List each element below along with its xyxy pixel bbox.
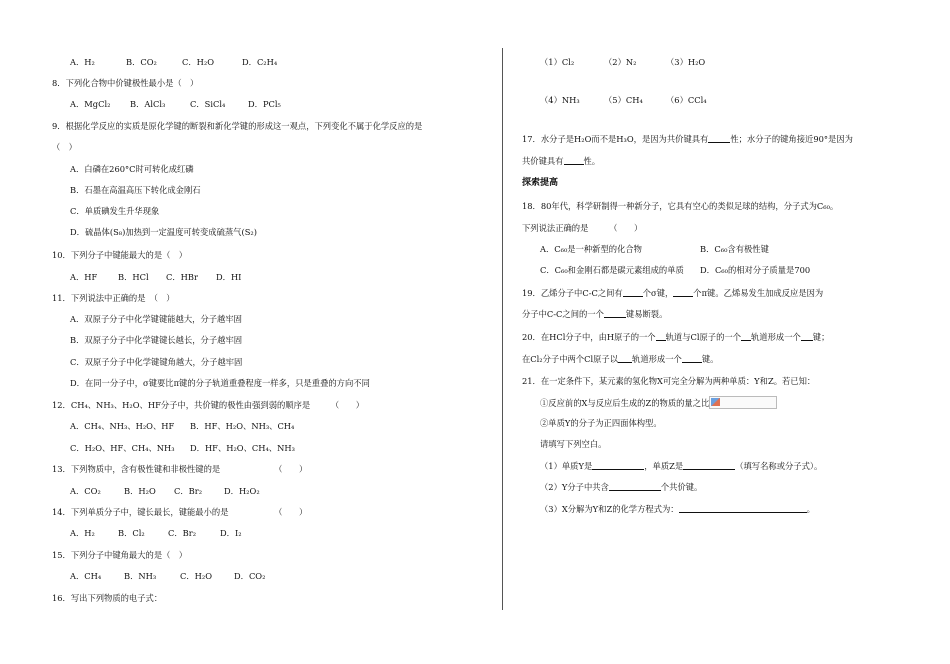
option: B．NH₃	[124, 571, 157, 581]
item: （3）H₂O	[666, 57, 706, 67]
option: A．CH₄、NH₃、H₂O、HF	[70, 421, 175, 431]
option: D．I₂	[220, 528, 242, 538]
item: （4）NH₃	[540, 95, 580, 105]
answer-blank[interactable]	[592, 460, 644, 470]
option: D．PCl₅	[248, 99, 281, 109]
answer-blank[interactable]	[604, 308, 626, 318]
question-18: 18．80年代，科学研制得一种新分子，它具有空心的类似足球的结构，分子式为C₆₀。	[522, 201, 839, 211]
answer-blank[interactable]	[683, 460, 735, 470]
q14-options	[70, 527, 242, 539]
q16-row1	[540, 56, 705, 68]
question-9-paren: （ ）	[52, 142, 77, 152]
q12-options-row1	[70, 420, 294, 432]
option: B．CO₂	[126, 57, 157, 67]
text: 20．在HCl分子中，由H原子的一个	[522, 332, 656, 342]
question-11: 11．下列说法中正确的是 （ ）	[52, 293, 175, 303]
option: A．H₂	[70, 528, 95, 538]
answer-blank[interactable]	[623, 287, 643, 297]
broken-image-placeholder	[709, 396, 777, 409]
answer-blank[interactable]	[708, 133, 730, 143]
option: A．H₂	[70, 57, 95, 67]
item: （5）CH₄	[604, 95, 643, 105]
q16-row2	[540, 94, 707, 106]
question-9: 9．根据化学反应的实质是原化学键的断裂和新化学键的形成这一观点，下列变化不属于化学反应的是	[52, 121, 423, 131]
question-16: 16．写出下列物质的电子式：	[52, 593, 163, 603]
option: C．H₂O	[180, 571, 213, 581]
answer-blank[interactable]	[673, 287, 693, 297]
option: B．H₂O	[124, 486, 156, 496]
option: A．CH₄	[70, 571, 102, 581]
text: 个σ键，	[642, 288, 674, 298]
text: 在Cl₂分子中两个Cl原子以	[522, 354, 619, 364]
answer-blank[interactable]	[741, 331, 751, 341]
question-21: 21．在一定条件下，某元素的氢化物X可完全分解为两种单质：Y和Z。若已知：	[522, 376, 816, 386]
answer-blank[interactable]	[682, 353, 702, 363]
question-19	[522, 287, 823, 299]
q13-options	[70, 485, 260, 497]
text: 轨道形成一个	[632, 354, 682, 364]
option: C．SiCl₄	[190, 99, 226, 109]
q9-option-c: C．单质碘发生升华现象	[70, 206, 160, 216]
option: B．HF、H₂O、NH₃、CH₄	[190, 421, 295, 431]
item: （1）Cl₂	[540, 57, 575, 67]
answer-blank[interactable]	[656, 331, 666, 341]
question-15: 15．下列分子中键角最大的是（ ）	[52, 550, 188, 560]
option: C．H₂O、HF、CH₄、NH₃	[70, 443, 175, 453]
q11-option-c: C．双原子分子中化学键键角越大，分子越牢固	[70, 357, 243, 367]
option: D．CO₂	[234, 571, 266, 581]
text: 性。	[583, 156, 601, 166]
question-12: 12．CH₄、NH₃、H₂O、HF分子中，共价键的极性由强到弱的顺序是 （ ）	[52, 400, 365, 410]
option: D．HF、H₂O、CH₄、NH₃	[190, 443, 295, 453]
text: 键；	[812, 332, 830, 342]
item: （6）CCl₄	[666, 95, 707, 105]
option: C．Br₂	[174, 486, 203, 496]
q9-option-b: B．石墨在高温高压下转化成金刚石	[70, 185, 201, 195]
q21-part-3	[540, 503, 815, 515]
option: C．Br₂	[168, 528, 197, 538]
text: 性；水分子的键角接近90°是因为	[730, 134, 853, 144]
text: 分子中C-C之间的一个	[522, 309, 604, 319]
question-17-cont	[522, 155, 600, 167]
text: （填写名称或分子式）。	[735, 461, 823, 471]
q11-option-a: A．双原子分子中化学键键能越大，分子越牢固	[70, 314, 242, 324]
q15-options	[70, 570, 265, 582]
q11-option-d: D．在同一分子中，σ键要比π键的分子轨道重叠程度一样多，只是重叠的方向不同	[70, 378, 370, 388]
question-14: 14．下列单质分子中，键长最长，键能最小的是 （ ）	[52, 507, 308, 517]
option: A．HF	[70, 272, 98, 282]
q21-part-1	[540, 460, 822, 472]
option: A．MgCl₂	[70, 99, 111, 109]
text: 个共价键。	[660, 482, 703, 492]
question-13: 13．下列物质中，含有极性键和非极性键的是 （ ）	[52, 464, 308, 474]
q10-options	[70, 271, 241, 283]
option: B．Cl₂	[118, 528, 145, 538]
item: （2）N₂	[604, 57, 637, 67]
q21-condition-1	[540, 396, 777, 409]
text: 键易断裂。	[625, 309, 668, 319]
option: D．H₂O₂	[224, 486, 260, 496]
question-20	[522, 331, 829, 343]
option: D．C₆₀的相对分子质量是700	[700, 265, 811, 275]
column-divider	[502, 48, 503, 610]
q21-part-2	[540, 481, 702, 493]
option: D．C₂H₄	[242, 57, 278, 67]
text: 。	[806, 504, 815, 514]
q21-condition-2: ②单质Y的分子为正四面体构型。	[540, 418, 662, 428]
option: C．H₂O	[182, 57, 215, 67]
q8-options	[70, 98, 281, 110]
question-17	[522, 133, 853, 145]
text: 19．乙烯分子中C-C之间有	[522, 288, 623, 298]
answer-blank[interactable]	[609, 481, 661, 491]
option: B．HCl	[118, 272, 149, 282]
question-18-cont: 下列说法正确的是 （ ）	[522, 223, 643, 233]
text: ①反应前的X与反应后生成的Z的物质的量之比	[540, 398, 710, 408]
q9-option-d: D．硫晶体(S₈)加热到一定温度可转变成硫蒸气(S₂)	[70, 227, 257, 237]
text: ，单质Z是	[644, 461, 684, 471]
question-8: 8．下列化合物中价键极性最小是（ ）	[52, 78, 199, 88]
answer-blank[interactable]	[679, 503, 807, 513]
text: 轨道与Cl原子的一个	[665, 332, 741, 342]
text: （1）单质Y是	[540, 461, 593, 471]
text: 17．水分子是H₂O而不是H₃O，是因为共价键具有	[522, 134, 709, 144]
q12-options-row2	[70, 442, 295, 454]
q11-option-b: B．双原子分子中化学键键长越长，分子越牢固	[70, 335, 243, 345]
option: A．C₆₀是一种新型的化合物	[540, 244, 642, 254]
image-icon	[711, 398, 720, 406]
section-title: 探索提高	[522, 178, 559, 188]
text: 共价键具有	[522, 156, 564, 166]
option: A．CO₂	[70, 486, 101, 496]
question-20-cont	[522, 353, 718, 365]
q7-options	[70, 56, 277, 68]
text: 键。	[701, 354, 719, 364]
q9-option-a: A．白磷在260°C时可转化成红磷	[70, 164, 194, 174]
q18-options-row2	[540, 264, 810, 276]
text: 个π键。乙烯易发生加成反应是因为	[693, 288, 824, 298]
answer-blank[interactable]	[564, 155, 584, 165]
answer-blank[interactable]	[618, 353, 632, 363]
q21-instruction: 请填写下列空白。	[540, 439, 607, 449]
question-10: 10．下列分子中键能最大的是（ ）	[52, 250, 188, 260]
question-19-cont	[522, 308, 667, 320]
text: （2）Y分子中共含	[540, 482, 609, 492]
answer-blank[interactable]	[801, 331, 813, 341]
option: D．HI	[216, 272, 242, 282]
text: 轨道形成一个	[751, 332, 801, 342]
option: C．C₆₀和金刚石都是碳元素组成的单质	[540, 265, 684, 275]
text: （3）X分解为Y和Z的化学方程式为：	[540, 504, 679, 514]
option: B．C₆₀含有极性键	[700, 244, 769, 254]
q18-options-row1	[540, 243, 769, 255]
option: C．HBr	[166, 272, 198, 282]
option: B．AlCl₃	[130, 99, 166, 109]
